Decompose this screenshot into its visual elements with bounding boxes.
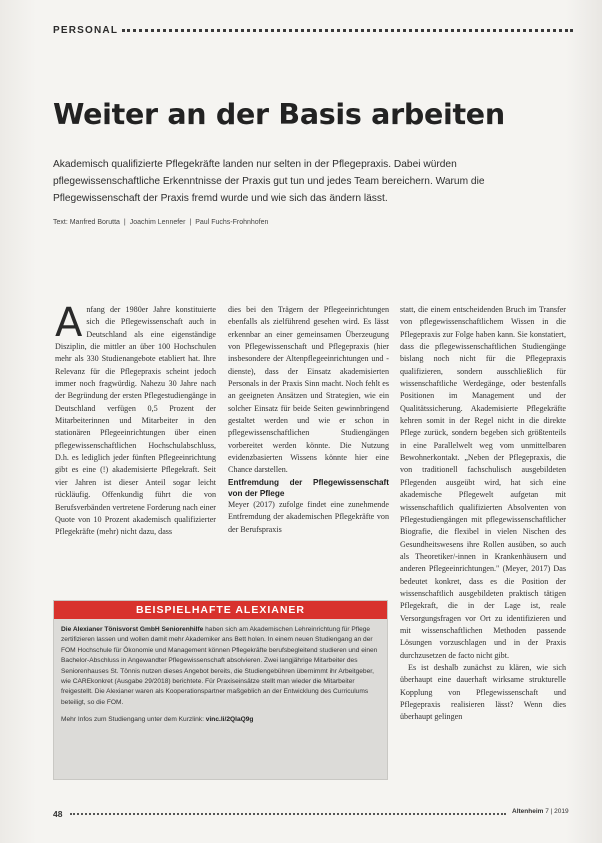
drop-cap: A (55, 300, 83, 346)
section-header (53, 22, 573, 38)
column-1-text: nfang der 1980er Jahre konstituierte sich die Pflegewissenschaft auch in Deutschland als eine eigenständige Disziplin, die mittler an über 100 Hochschulen mehr als 330 Studienangebote etabliert hat. Ihre Relevanz für die Pflegepraxis scheint jedoch immer noch fragwürdig. Nahezu 30 Jahre nach der Begründung der ersten Pflegestudiengänge in Deutschland verfügen 0,5 Prozent der Mitarbeiterinnen und Mitarbeiter in den stationären Pflegeeinrichtungen über einen pflegewissenschaftlichen Hochschulabschluss, D.h. es lediglich jeder fünften Pflegeeinrichtung gibt es eine (!) akademisierte Pflegekraft. Seit vier Jahren ist dieser Anteil sogar leicht rückläufig. Offenkundig führt die von Berufsverbänden vertretene Forderung nach einer Quote von 10 Prozent akademisch qualifizierter Pflegekräfte (mehr) nicht dazu, dass (55, 305, 216, 537)
column-2-text: dies bei den Trägern der Pflegeeinrichtungen ebenfalls als zielführend gesehen wird. Es lässt erkennbar an einer gemeinsamen Überzeugung von Pflegewissenschaft und Pflegepraxis (hier insbesondere der Altenpflegeeinrichtungen und -dienste), dass der Einsatz akademisierten Personals in der Praxis Sinn macht. Noch fehlt es an geeigneten Ansätzen und Strategien, wie ein solcher Einsatz für beide Seiten gewinnbringend gestaltet werden und wie er schon in pflegewissenschaftlichen Studiengängen vorbereitet werden könnte. Die Nutzung evidenzbasierten Wissens könnte hier eine Chance darstellen. (228, 305, 389, 475)
section-label: PERSONAL (53, 24, 119, 36)
info-box-body (54, 619, 387, 726)
info-box-text (61, 625, 380, 708)
dotted-rule (122, 28, 573, 32)
column-3-paragraph-2: Es ist deshalb zunächst zu klären, wie sich überhaupt eine dauerhaft wirksame strukturelle Kopplung von Pflegewissenschaft und Pflegepraxis realisieren lässt? Wenn dies überhaupt gelingen (400, 662, 566, 722)
byline-author-2: Joachim Lennefer (129, 219, 186, 226)
byline: Text: Manfred Borutta | Joachim Lennefer | Paul Fuchs-Frohnhofen (53, 219, 269, 226)
info-box-paragraph: haben sich am Akademischen Lehreinrichtung für Pflege zertifizieren lassen und wollen damit mehr Akademiker ans Bett holen. In einem neuen Studiengang an der FOM Hochschule für Ökonomie und Management können Pflegekräfte berufsbegleitend studieren und einen Bachelor-Abschluss in Angewandter Pflegewissenschaft absolvieren. Zwei langjährige Mitarbeiter des Seniorenhauses St. Tönnis nutzen dieses Angebot bereits, die Studiengebühren übernimmt ihr Arbeitgeber, wie CAREkonkret (Ausgabe 29/2018) berichtete. Für Praxiseinsätze stellt man wieder die Mitarbeiter freigestellt. Die Alexianer waren als Kooperationspartner maßgeblich an der Entwicklung des Curriculums beteiligt, so die FOM. (61, 626, 378, 706)
info-box-lead: Die Alexianer Tönisvorst GmbH Seniorenhilfe (61, 626, 204, 633)
issue-number: 7 | 2019 (545, 808, 569, 815)
article-subheading: Entfremdung der Pflegewissenschaft von der Pflege (228, 477, 389, 498)
article-column-2 (228, 304, 389, 536)
info-box-more (61, 715, 380, 725)
byline-author-1: Text: Manfred Borutta (53, 219, 120, 226)
page-number: 48 (53, 809, 63, 819)
info-box (53, 600, 388, 780)
column-3-text: statt, die einem entscheidenden Bruch im Transfer von pflegewissenschaftlichem Wissen in die Pflegepraxis zur Folge haben kann. Sie konstatiert, dass die pflegewissenschaftlichen Studiengänge bislang noch nicht für die Pflegepraxis qualifizieren, sondern ausschließlich für wissenschaftliche Werdegänge, oder bestenfalls Positionen im Management und der Qualitätssicherung. Akademisierte Pflegekräfte kehren somit in der Regel nicht in die direkte Pflege zurück, sondern begeben sich größtenteils in eine Parallelwelt weg vom unmittelbaren Bewohnerkontakt. „Neben der Pflegepraxis, die von traditionell fachschulisch ausgebildeten Pflegenden ausgeübt wird, hat sich eine akademische Pflegewelt aufgetan mit wissenschaftlich qualifizierten Absolventen von Pflegestudiengängen mit pflegewissenschaftlicher Biografie, die flexibel in vielen Nischen des Gesundheitswesens ihre Rollen ausüben, so auch als Theoretiker/-innen in Krankenhäusern und anderen Pflegeeinrichtungen." (Meyer, 2017) Das bedeutet konkret, dass es die Position der wissenschaftlich ausgebildeten praktisch tätigen Pflegekraft, die in der Lage ist, reale Versorgungsfragen vor Ort zu identifizieren und mit wissenschaftlichen Methoden passende Lösungen vorzuschlagen und in der Praxis durchzusetzen de facto nicht gibt. (400, 305, 566, 660)
magazine-name: Altenheim (512, 808, 544, 815)
column-2-text-continued: Meyer (2017) zufolge findet eine zunehmende Entfremdung der akademischen Pflegekräfte von der Berufspraxis (228, 499, 389, 534)
info-box-link[interactable]: vinc.li/2QIaQ9g (205, 716, 254, 724)
footer-magazine-info (512, 808, 569, 815)
article-headline: Weiter an der Basis arbeiten (53, 98, 505, 131)
article-column-1 (55, 300, 216, 539)
article-lead: Akademisch qualifizierte Pflegekräfte landen nur selten in der Pflegepraxis. Dabei würden pflegewissenschaftliche Erkenntnisse der Praxis gut tun und jedes Team bereichern. Warum die Pflegewissenschaft der Praxis fremd wurde und wie sich das ändern lässt. (53, 159, 485, 204)
info-box-more-label: Mehr Infos zum Studiengang unter dem Kurzlink: (61, 716, 204, 724)
info-box-title: BEISPIELHAFTE ALEXIANER (54, 601, 387, 619)
footer-dotted-rule (70, 813, 506, 815)
article-column-3 (400, 304, 569, 824)
byline-author-3: Paul Fuchs-Frohnhofen (195, 219, 269, 226)
